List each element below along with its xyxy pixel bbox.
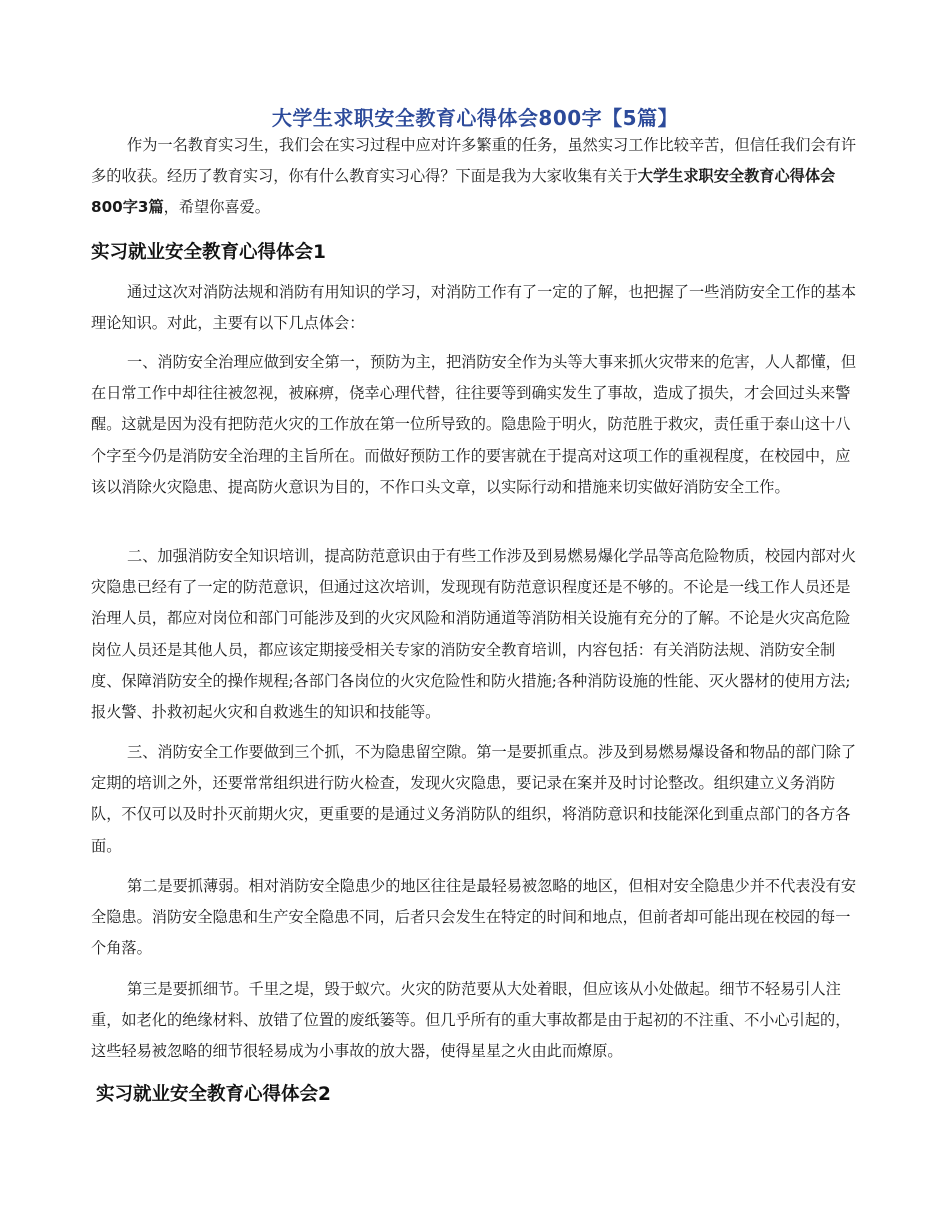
section-1-paragraph-2: 一、消防安全治理应做到安全第一，预防为主，把消防安全作为头等大事来抓火灾带来的危害，人人都懂，但在日常工作中却往往被忽视，被麻痹，侥幸心理代替，往往要等到确实发生了事故，造成了损失，才会回过头来警醒。这就是因为没有把防范火灾的工作放在第一位所导致的。隐患险于明火，防范胜于救灾，责任重于泰山这十八个字至今仍是消防安全治理的主旨所在。而做好预防工作的要害就在于提高对这项工作的重视程度，在校园中，应该以消除火灾隐患、提高防火意识为目的，不作口头文章，以实际行动和措施来切实做好消防安全工作。 — [91, 353, 856, 496]
section-1-paragraph-5: 第二是要抓薄弱。相对消防安全隐患少的地区往往是最轻易被忽略的地区，但相对安全隐患少并不代表没有安全隐患。消防安全隐患和生产安全隐患不同，后者只会发生在特定的时间和地点，但前者却可能出现在校园的每一个角落。 — [91, 877, 856, 958]
intro-lead-text: 作为一名教育实习生，我们会在实习过程中应对许多繁重的任务，虽然实习工作比较辛苦，但信任我们会有许多的收获。经历了教育实习，你有什么教育实习心得？下面是我为大家收集有关于 — [91, 136, 856, 185]
section-1-paragraph-3: 二、加强消防安全知识培训，提高防范意识由于有些工作涉及到易燃易爆化学品等高危险物质，校园内部对火灾隐患已经有了一定的防范意识，但通过这次培训，发现现有防范意识程度还是不够的。不论是一线工作人员还是治理人员，都应对岗位和部门可能涉及到的火灾风险和消防通道等消防相关设施有充分的了解。不论是火灾高危险岗位人员还是其他人员，都应该定期接受相关专家的消防安全教育培训，内容包括：有关消防法规、消防安全制度、保障消防安全的操作规程;各部门各岗位的火灾危险性和防火措施;各种消防设施的性能、灭火器材的使用方法;报火警、扑救初起火灾和自救逃生的知识和技能等。 — [91, 547, 856, 722]
document-title: 大学生求职安全教育心得体会800字【5篇】 — [271, 106, 679, 130]
section-2-heading: 实习就业安全教育心得体会2 — [96, 1084, 331, 1105]
section-1-heading: 实习就业安全教育心得体会1 — [91, 242, 326, 263]
section-1-paragraph-1: 通过这次对消防法规和消防有用知识的学习，对消防工作有了一定的了解，也把握了一些消防安全工作的基本理论知识。对此，主要有以下几点体会： — [91, 283, 856, 333]
intro-bold-text: 大学生求职安全教育心得体会800字3篇 — [91, 167, 836, 216]
intro-paragraph — [91, 130, 863, 223]
intro-tail-text: ，希望你喜爱。 — [163, 198, 270, 216]
section-1-paragraph-6: 第三是要抓细节。千里之堤，毁于蚁穴。火灾的防范要从大处着眼，但应该从小处做起。细节不轻易引人注重，如老化的绝缘材料、放错了位置的废纸篓等。但几乎所有的重大事故都是由于起初的不注重、不小心引起的，这些轻易被忽略的细节很轻易成为小事故的放大器，使得星星之火由此而燎原。 — [91, 980, 851, 1061]
section-1-paragraph-4: 三、消防安全工作要做到三个抓，不为隐患留空隙。第一是要抓重点。涉及到易燃易爆设备和物品的部门除了定期的培训之外，还要常常组织进行防火检查，发现火灾隐患，要记录在案并及时讨论整改。组织建立义务消防队，不仅可以及时扑灭前期火灾，更重要的是通过义务消防队的组织，将消防意识和技能深化到重点部门的各方各面。 — [91, 743, 856, 855]
